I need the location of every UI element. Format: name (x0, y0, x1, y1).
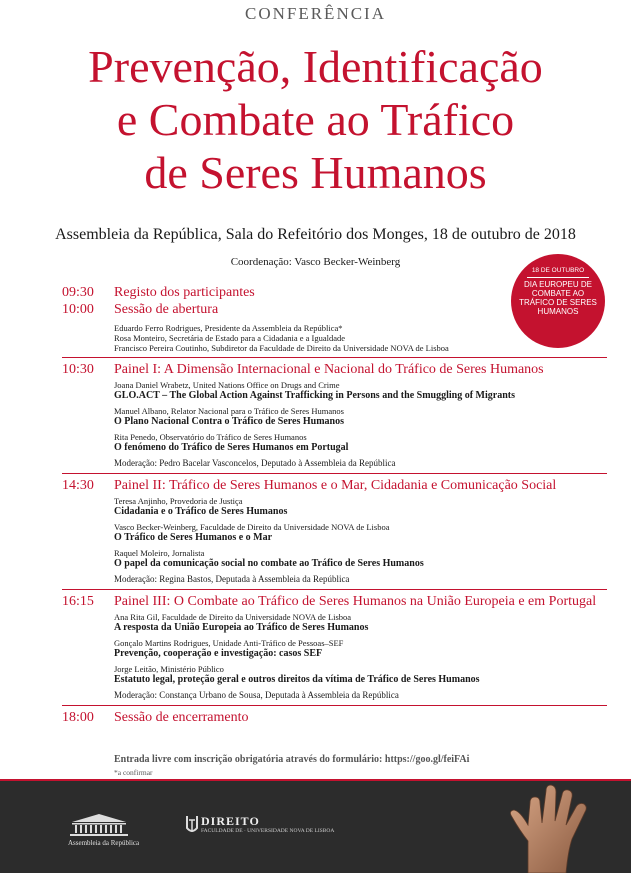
title-line: de Seres Humanos (144, 147, 487, 198)
speaker: Raquel Moleiro, Jornalista (114, 548, 205, 558)
assembleia-logo (68, 813, 140, 847)
faculdade-direito-logo (185, 812, 335, 841)
assembleia-logo-label: Assembleia da República (68, 839, 140, 847)
schedule-row-panel1 (62, 361, 607, 378)
registration-note: Entrada livre com inscrição obrigatória através do formulário: https://goo.gl/feiFAi (114, 754, 470, 765)
schedule-time: 18:00 (62, 710, 94, 725)
parliament-building-icon (68, 813, 130, 837)
talk-title: Estatuto legal, proteção geral e outros direitos da vítima de Tráfico de Seres Humanos (114, 674, 480, 685)
talk-title: GLO.ACT – The Global Action Against Trafficking in Persons and the Smuggling of Migrants (114, 390, 515, 401)
speaker: Eduardo Ferro Rodrigues, Presidente da Assembleia da República* (114, 323, 343, 333)
panel2-talks (62, 496, 607, 585)
talk-title: O fenómeno do Tráfico de Seres Humanos em Portugal (114, 442, 349, 453)
schedule-time: 09:30 (62, 285, 94, 300)
talk-title: O Plano Nacional Contra o Tráfico de Seres Humanos (114, 416, 344, 427)
panel3-talks (62, 612, 607, 701)
program-schedule (62, 284, 607, 726)
nova-emblem-icon (185, 812, 199, 836)
talk-title: O papel da comunicação social no combate ao Tráfico de Seres Humanos (114, 558, 424, 569)
event-type-label: CONFERÊNCIA (244, 4, 386, 23)
title-line: Prevenção, Identificação (88, 41, 543, 92)
speaker: Rita Penedo, Observatório do Tráfico de Seres Humanos (114, 432, 307, 442)
speaker: Francisco Pereira Coutinho, Subdiretor da Faculdade de Direito da Universidade NOVA de Lisboa (114, 343, 449, 353)
speaker: Teresa Anjinho, Provedoria de Justiça (114, 496, 243, 506)
raised-hand-photo (498, 781, 608, 878)
schedule-title: Sessão de encerramento (114, 710, 249, 725)
divider (62, 589, 607, 590)
schedule-title: Painel III: O Combate ao Tráfico de Seres Humanos na União Europeia e em Portugal (114, 594, 597, 609)
coordination-line: Coordenação: Vasco Becker-Weinberg (230, 256, 401, 268)
talk-title: Cidadania e o Tráfico de Seres Humanos (114, 506, 288, 517)
moderation: Moderação: Constança Urbano de Sousa, Deputada à Assembleia da República (114, 690, 399, 700)
speaker: Ana Rita Gil, Faculdade de Direito da Universidade NOVA de Lisboa (114, 612, 352, 622)
schedule-title: Sessão de abertura (114, 302, 219, 317)
speaker: Vasco Becker-Weinberg, Faculdade de Direito da Universidade NOVA de Lisboa (114, 522, 390, 532)
venue-line: Assembleia da República, Sala do Refeitório dos Monges, 18 de outubro de 2018 (55, 226, 576, 243)
schedule-row-opening (62, 301, 607, 318)
page-title (0, 40, 631, 199)
title-line: e Combate ao Tráfico (116, 94, 515, 145)
talk-title: A resposta da União Europeia ao Tráfico de Seres Humanos (114, 622, 369, 633)
speaker: Joana Daniel Wrabetz, United Nations Office on Drugs and Crime (114, 380, 340, 390)
schedule-title: Painel I: A Dimensão Internacional e Nacional do Tráfico de Seres Humanos (114, 362, 544, 377)
schedule-row-panel2 (62, 477, 607, 494)
schedule-title: Registo dos participantes (114, 285, 255, 300)
badge-divider (527, 277, 589, 278)
badge-date: 18 DE OUTUBRO (531, 267, 585, 274)
speaker: Manuel Albano, Relator Nacional para o Tráfico de Seres Humanos (114, 406, 344, 416)
moderation: Moderação: Pedro Bacelar Vasconcelos, Deputado à Assembleia da República (114, 458, 396, 468)
footnote: *a confirmar (114, 768, 153, 777)
divider (62, 705, 607, 706)
schedule-time: 10:30 (62, 362, 94, 377)
faculdade-logo-subtitle: FACULDADE DE · UNIVERSIDADE NOVA DE LISBOA (201, 828, 335, 834)
schedule-row-panel3 (62, 593, 607, 610)
speaker: Jorge Leitão, Ministério Público (114, 664, 224, 674)
schedule-time: 16:15 (62, 594, 94, 609)
schedule-time: 14:30 (62, 478, 94, 493)
divider (62, 357, 607, 358)
schedule-row-closing (62, 709, 607, 726)
talk-title: Prevenção, cooperação e investigação: casos SEF (114, 648, 323, 659)
faculdade-logo-title: DIREITO (201, 814, 260, 828)
schedule-title: Painel II: Tráfico de Seres Humanos e o Mar, Cidadania e Comunicação Social (114, 478, 557, 493)
talk-title: O Tráfico de Seres Humanos e o Mar (114, 532, 273, 543)
divider (62, 473, 607, 474)
opening-speakers (62, 323, 607, 353)
panel1-talks (62, 380, 607, 469)
schedule-time: 10:00 (62, 302, 94, 317)
badge-text: DIA EUROPEU DE COMBATE AO TRÁFICO DE SERES HUMANOS (519, 280, 597, 316)
speaker: Gonçalo Martins Rodrigues, Unidade Anti-Tráfico de Pessoas–SEF (114, 638, 344, 648)
speaker: Rosa Monteiro, Secretária de Estado para a Cidadania e a Igualdade (114, 333, 346, 343)
moderation: Moderação: Regina Bastos, Deputada à Assembleia da República (114, 574, 350, 584)
schedule-row-registration (62, 284, 607, 301)
